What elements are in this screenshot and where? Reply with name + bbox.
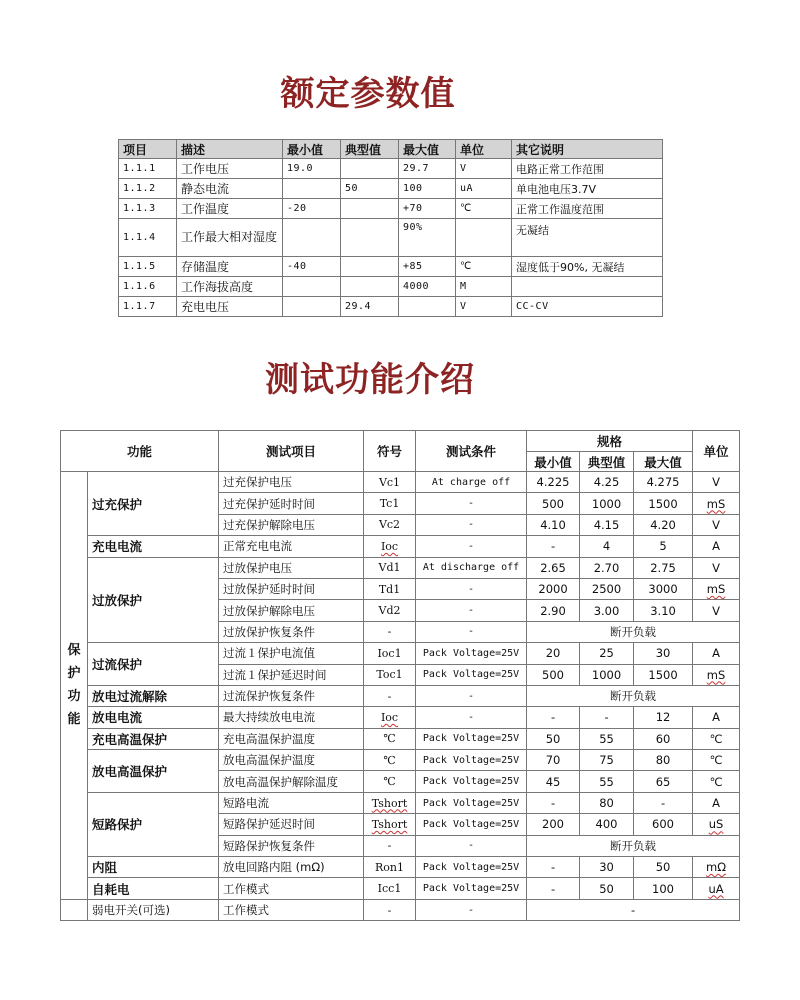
- cell: -: [364, 685, 416, 706]
- group-label: 放电过流解除: [88, 685, 219, 706]
- cell: -: [416, 514, 527, 535]
- cell: [283, 179, 341, 199]
- cell: 过放保护延时时间: [219, 578, 364, 599]
- cell: 单电池电压3.7V: [512, 179, 663, 199]
- col-header-max: 最大值: [634, 452, 693, 472]
- cell: mΩ: [693, 857, 740, 878]
- group-label: 过放保护: [88, 557, 219, 643]
- cell: 20: [527, 643, 580, 664]
- cell: 短路电流: [219, 792, 364, 813]
- group-label: 弱电开关(可选): [88, 899, 219, 920]
- cell: 短路保护延迟时间: [219, 814, 364, 835]
- cell: mS: [693, 578, 740, 599]
- group-label: 放电高温保护: [88, 750, 219, 793]
- cell: 4.275: [634, 472, 693, 493]
- cell: -: [364, 835, 416, 856]
- cell: Ioc: [364, 536, 416, 557]
- cell: 4: [580, 536, 634, 557]
- cell: -: [416, 835, 527, 856]
- table-row: [119, 257, 663, 277]
- group-label: 内阻: [88, 857, 219, 878]
- cell: 65: [634, 771, 693, 792]
- table-header-row: [61, 431, 740, 452]
- table-row: [119, 159, 663, 179]
- group-label: 自耗电: [88, 878, 219, 899]
- table-row: [61, 643, 740, 664]
- col-header-note: 其它说明: [512, 140, 663, 159]
- cell: 500: [527, 493, 580, 514]
- cell: 电路正常工作范围: [512, 159, 663, 179]
- col-header-min: 最小值: [527, 452, 580, 472]
- cell: 工作最大相对湿度: [177, 219, 283, 257]
- cell: Vd2: [364, 600, 416, 621]
- table-row: [61, 750, 740, 771]
- cell: 80: [634, 750, 693, 771]
- cell: 1.1.3: [119, 199, 177, 219]
- cell: 存储温度: [177, 257, 283, 277]
- cell: Pack Voltage=25V: [416, 664, 527, 685]
- cell: 2500: [580, 578, 634, 599]
- cell: -: [527, 878, 580, 899]
- cell: uA: [456, 179, 512, 199]
- cell: 断开负载: [527, 835, 740, 856]
- col-header-func: 功能: [61, 431, 219, 472]
- table-row: [61, 707, 740, 728]
- cell: V: [693, 600, 740, 621]
- cell: 30: [580, 857, 634, 878]
- col-header-typ: 典型值: [580, 452, 634, 472]
- cell: [283, 277, 341, 297]
- cell: At charge off: [416, 472, 527, 493]
- cell: 静态电流: [177, 179, 283, 199]
- cell: Icc1: [364, 878, 416, 899]
- cell: 100: [634, 878, 693, 899]
- cell: [456, 219, 512, 257]
- cell: 3.10: [634, 600, 693, 621]
- cell: -20: [283, 199, 341, 219]
- col-header-unit: 单位: [693, 431, 740, 472]
- cell: 2.65: [527, 557, 580, 578]
- cell: -: [416, 493, 527, 514]
- cell: 3.00: [580, 600, 634, 621]
- table-row: [119, 179, 663, 199]
- col-header-spec: 规格: [527, 431, 693, 452]
- cell: 湿度低于90%, 无凝结: [512, 257, 663, 277]
- cell: Vc1: [364, 472, 416, 493]
- cell: 充电电压: [177, 297, 283, 317]
- col-header-cond: 测试条件: [416, 431, 527, 472]
- cell: 工作温度: [177, 199, 283, 219]
- cell: 1.1.1: [119, 159, 177, 179]
- cell: 1000: [580, 664, 634, 685]
- cell: ℃: [456, 257, 512, 277]
- cell: +85: [399, 257, 456, 277]
- table-row: [61, 878, 740, 899]
- cell: [399, 297, 456, 317]
- cell: 29.7: [399, 159, 456, 179]
- cell: 55: [580, 771, 634, 792]
- cell: ℃: [364, 771, 416, 792]
- cell: 过流１保护电流值: [219, 643, 364, 664]
- cell: 55: [580, 728, 634, 749]
- cell: [341, 257, 399, 277]
- cell: CC-CV: [512, 297, 663, 317]
- cell: uA: [693, 878, 740, 899]
- cell: Tc1: [364, 493, 416, 514]
- cell: 29.4: [341, 297, 399, 317]
- cell: Ron1: [364, 857, 416, 878]
- cell: 50: [527, 728, 580, 749]
- cell: -: [416, 578, 527, 599]
- cell: V: [456, 159, 512, 179]
- cell: uS: [693, 814, 740, 835]
- cell: 1.1.6: [119, 277, 177, 297]
- cell: ℃: [364, 728, 416, 749]
- cell: Pack Voltage=25V: [416, 750, 527, 771]
- cell: 12: [634, 707, 693, 728]
- table-row: [61, 472, 740, 493]
- col-header-item: 项目: [119, 140, 177, 159]
- cell: Ioc1: [364, 643, 416, 664]
- cell: 90%: [399, 219, 456, 257]
- cell: Toc1: [364, 664, 416, 685]
- cell: -: [416, 685, 527, 706]
- cell: -: [527, 707, 580, 728]
- col-header-unit: 单位: [456, 140, 512, 159]
- test-functions-title: 测试功能介绍: [265, 360, 475, 400]
- cell: [283, 297, 341, 317]
- cell: [341, 159, 399, 179]
- cell: 50: [634, 857, 693, 878]
- cell: 短路保护恢复条件: [219, 835, 364, 856]
- cell: Pack Voltage=25V: [416, 728, 527, 749]
- cell: A: [693, 643, 740, 664]
- cell: 1.1.2: [119, 179, 177, 199]
- cell: 过放保护恢复条件: [219, 621, 364, 642]
- col-header-max: 最大值: [399, 140, 456, 159]
- cell: -: [416, 621, 527, 642]
- cell: [341, 199, 399, 219]
- cell: [512, 277, 663, 297]
- cell: A: [693, 536, 740, 557]
- table-row: [61, 536, 740, 557]
- cell: V: [693, 514, 740, 535]
- col-header-typ: 典型值: [341, 140, 399, 159]
- cell: -: [364, 621, 416, 642]
- cell: -: [527, 899, 740, 920]
- cell: 19.0: [283, 159, 341, 179]
- cell: -: [527, 792, 580, 813]
- protect-function-label: 保护功能: [61, 472, 88, 900]
- cell: 50: [341, 179, 399, 199]
- cell: V: [693, 557, 740, 578]
- cell: 1.1.4: [119, 219, 177, 257]
- cell: 50: [580, 878, 634, 899]
- cell: 1500: [634, 664, 693, 685]
- cell: 4.225: [527, 472, 580, 493]
- table-row: [61, 685, 740, 706]
- table-header-row: [119, 140, 663, 159]
- cell: 80: [580, 792, 634, 813]
- col-header-item: 测试项目: [219, 431, 364, 472]
- cell: Tshort: [364, 814, 416, 835]
- cell: 充电高温保护温度: [219, 728, 364, 749]
- cell: 工作电压: [177, 159, 283, 179]
- cell: [61, 899, 88, 920]
- cell: 75: [580, 750, 634, 771]
- cell: -: [527, 536, 580, 557]
- cell: 600: [634, 814, 693, 835]
- cell: 工作海拔高度: [177, 277, 283, 297]
- cell: Td1: [364, 578, 416, 599]
- cell: 放电高温保护解除温度: [219, 771, 364, 792]
- cell: 过充保护解除电压: [219, 514, 364, 535]
- cell: At discharge off: [416, 557, 527, 578]
- cell: 100: [399, 179, 456, 199]
- cell: -: [416, 600, 527, 621]
- cell: 4.25: [580, 472, 634, 493]
- cell: ℃: [456, 199, 512, 219]
- cell: 过充保护电压: [219, 472, 364, 493]
- table-row: [61, 557, 740, 578]
- cell: V: [693, 472, 740, 493]
- cell: 最大持续放电电流: [219, 707, 364, 728]
- cell: Pack Voltage=25V: [416, 643, 527, 664]
- cell: Tshort: [364, 792, 416, 813]
- cell: 500: [527, 664, 580, 685]
- cell: ℃: [693, 750, 740, 771]
- cell: 45: [527, 771, 580, 792]
- cell: 2000: [527, 578, 580, 599]
- cell: 过放保护解除电压: [219, 600, 364, 621]
- cell: 400: [580, 814, 634, 835]
- cell: 1.1.5: [119, 257, 177, 277]
- cell: 放电高温保护温度: [219, 750, 364, 771]
- table-row: [119, 219, 663, 257]
- cell: 放电回路内阻 (mΩ): [219, 857, 364, 878]
- cell: 4.15: [580, 514, 634, 535]
- col-header-symbol: 符号: [364, 431, 416, 472]
- cell: [341, 219, 399, 257]
- cell: 过充保护延时时间: [219, 493, 364, 514]
- table-row: [61, 857, 740, 878]
- cell: 30: [634, 643, 693, 664]
- cell: -: [416, 899, 527, 920]
- cell: 断开负载: [527, 621, 740, 642]
- group-label: 充电电流: [88, 536, 219, 557]
- table-row: [119, 277, 663, 297]
- group-label: 放电电流: [88, 707, 219, 728]
- cell: -: [527, 857, 580, 878]
- table-row: [61, 792, 740, 813]
- cell: 过流１保护延迟时间: [219, 664, 364, 685]
- table-row: [119, 297, 663, 317]
- cell: 1500: [634, 493, 693, 514]
- cell: 2.90: [527, 600, 580, 621]
- cell: 4000: [399, 277, 456, 297]
- group-label: 过流保护: [88, 643, 219, 686]
- cell: 70: [527, 750, 580, 771]
- cell: -: [634, 792, 693, 813]
- cell: 2.70: [580, 557, 634, 578]
- group-label: 充电高温保护: [88, 728, 219, 749]
- cell: Vc2: [364, 514, 416, 535]
- cell: 1.1.7: [119, 297, 177, 317]
- table-row: [61, 728, 740, 749]
- cell: Pack Voltage=25V: [416, 814, 527, 835]
- rated-params-table: [118, 139, 663, 317]
- cell: Pack Voltage=25V: [416, 857, 527, 878]
- cell: M: [456, 277, 512, 297]
- group-label: 过充保护: [88, 472, 219, 536]
- cell: Pack Voltage=25V: [416, 878, 527, 899]
- cell: 4.20: [634, 514, 693, 535]
- cell: 工作模式: [219, 899, 364, 920]
- col-header-desc: 描述: [177, 140, 283, 159]
- cell: 过放保护电压: [219, 557, 364, 578]
- cell: +70: [399, 199, 456, 219]
- cell: mS: [693, 493, 740, 514]
- cell: 5: [634, 536, 693, 557]
- cell: -: [416, 536, 527, 557]
- cell: A: [693, 707, 740, 728]
- table-row: [119, 199, 663, 219]
- cell: A: [693, 792, 740, 813]
- col-header-min: 最小值: [283, 140, 341, 159]
- cell: 无凝结: [512, 219, 663, 257]
- cell: 正常工作温度范围: [512, 199, 663, 219]
- cell: [341, 277, 399, 297]
- cell: ℃: [364, 750, 416, 771]
- cell: Pack Voltage=25V: [416, 771, 527, 792]
- cell: 工作模式: [219, 878, 364, 899]
- cell: -: [580, 707, 634, 728]
- cell: mS: [693, 664, 740, 685]
- cell: 60: [634, 728, 693, 749]
- cell: ℃: [693, 771, 740, 792]
- cell: 25: [580, 643, 634, 664]
- cell: 3000: [634, 578, 693, 599]
- cell: Ioc: [364, 707, 416, 728]
- cell: 正常充电电流: [219, 536, 364, 557]
- cell: Pack Voltage=25V: [416, 792, 527, 813]
- cell: -: [416, 707, 527, 728]
- cell: 2.75: [634, 557, 693, 578]
- cell: [283, 219, 341, 257]
- cell: V: [456, 297, 512, 317]
- cell: Vd1: [364, 557, 416, 578]
- cell: -40: [283, 257, 341, 277]
- cell: 200: [527, 814, 580, 835]
- cell: 断开负载: [527, 685, 740, 706]
- table-row: [61, 899, 740, 920]
- cell: 4.10: [527, 514, 580, 535]
- test-functions-table: [60, 430, 740, 921]
- rated-params-title: 额定参数值: [280, 74, 456, 114]
- cell: -: [364, 899, 416, 920]
- cell: 1000: [580, 493, 634, 514]
- cell: 过流保护恢复条件: [219, 685, 364, 706]
- cell: ℃: [693, 728, 740, 749]
- group-label: 短路保护: [88, 792, 219, 856]
